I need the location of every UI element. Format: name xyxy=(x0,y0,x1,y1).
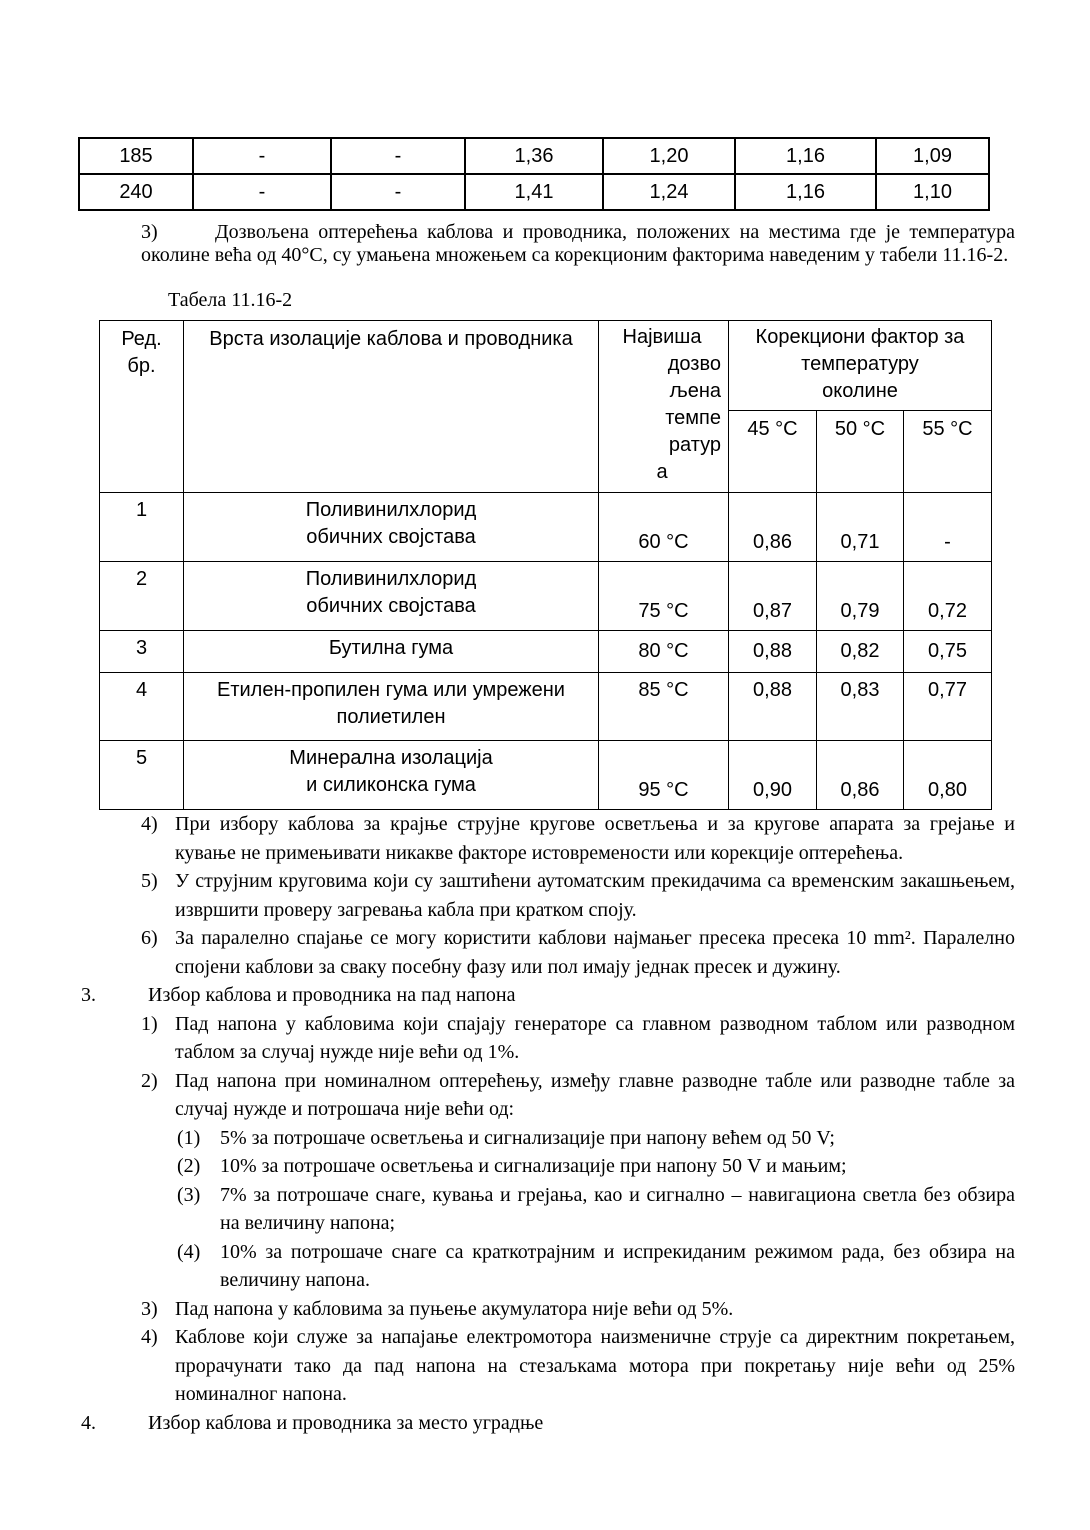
cell: 1,16 xyxy=(735,138,876,174)
item-text: Пад напона у кабловима који спајају генераторе са главном разводном таблом или разводном таблом за случај нужде није већи од 1%. xyxy=(175,1012,1015,1063)
list-number: (3) xyxy=(177,1183,201,1206)
list-number: 6) xyxy=(141,927,158,949)
cell-line: Поливинилхлорид xyxy=(305,499,477,521)
sub-item-2 xyxy=(177,1152,1015,1181)
cell-factor-50: 0,82 xyxy=(817,631,904,673)
item-text: У струјним круговима који су заштићени аутоматским прекидачима са временским закашњењем, извршити проверу загревања кабла при кратком споју. xyxy=(175,870,1015,921)
cell-cross-section: 240 xyxy=(79,174,193,210)
list-number: 5) xyxy=(141,870,158,892)
table-row xyxy=(100,631,992,673)
item-text: За паралелно спајање се могу користити каблови најмањег пресека пресека 10 mm². Паралелно спојени каблови за сваку посебну фазу или пол имају једнак пресек и дужину. xyxy=(175,927,1015,978)
cell-ordinal: 3 xyxy=(100,631,184,673)
header-line: бр. xyxy=(127,355,156,377)
cell-line: Поливинилхлорид xyxy=(305,568,477,590)
header-insulation-kind: Врста изолације каблова и проводника xyxy=(184,321,599,493)
cell-factor-50: 0,86 xyxy=(817,741,904,810)
cell-factor-55: 0,80 xyxy=(904,741,992,810)
list-item-3 xyxy=(141,1295,1015,1324)
cell-factor-45: 0,88 xyxy=(729,631,817,673)
table-header-row xyxy=(100,321,992,411)
section-title: Избор каблова и проводника на пад напона xyxy=(148,984,516,1006)
header-ordinal xyxy=(100,321,184,493)
cell-insulation xyxy=(184,673,599,741)
paragraph-3 xyxy=(141,221,1015,267)
cell: 1,20 xyxy=(603,138,735,174)
cell-line: Етилен-пропилен гума или умрежени xyxy=(217,679,565,701)
section-number: 4. xyxy=(81,1411,96,1434)
header-line: Највиша xyxy=(622,326,702,348)
section-title: Избор каблова и проводника за место уградње xyxy=(148,1411,544,1434)
header-line: температуру xyxy=(801,353,919,375)
cell-cross-section: 185 xyxy=(79,138,193,174)
cell-insulation xyxy=(184,493,599,562)
table-row xyxy=(100,741,992,810)
list-item-2 xyxy=(141,1067,1015,1124)
cell-temperature: 85 °C xyxy=(599,673,729,741)
cell-line: обичних својстава xyxy=(306,526,476,548)
header-line: љена xyxy=(669,380,721,402)
table-row xyxy=(79,138,989,174)
cell-line: и силиконска гума xyxy=(306,774,476,796)
cell-ordinal: 4 xyxy=(100,673,184,741)
item-text: 10% за потрошаче осветљења и сигнализације при напону 50 V и мањим; xyxy=(220,1155,847,1177)
list-number: (2) xyxy=(177,1155,201,1177)
list-item-1 xyxy=(141,1010,1015,1067)
list-number: 1) xyxy=(141,1012,158,1035)
cell: 1,24 xyxy=(603,174,735,210)
cell-factor-45: 0,88 xyxy=(729,673,817,741)
cell-factor-45: 0,90 xyxy=(729,741,817,810)
list-number: (1) xyxy=(177,1126,201,1149)
cell-insulation xyxy=(184,631,599,673)
sub-item-1 xyxy=(177,1124,1015,1153)
cell: 1,09 xyxy=(876,138,989,174)
table-row xyxy=(79,174,989,210)
header-50c: 50 °C xyxy=(817,411,904,493)
cell-insulation xyxy=(184,562,599,631)
header-correction-factor xyxy=(729,321,992,411)
list-number: 4) xyxy=(141,813,158,835)
cell-line: полиетилен xyxy=(336,706,446,728)
header-45c: 45 °C xyxy=(729,411,817,493)
table-row xyxy=(100,562,992,631)
paragraph-text: Дозвољена оптерећења каблова и проводника, положених на местима где је температура околине већа од 40°C, су умањена множењем са корекционим факторима наведеним у табели 11.16-2. xyxy=(141,221,1015,266)
item-text: 10% за потрошаче снаге са краткотрајним и испрекиданим режимом рада, без обзира на величину напона. xyxy=(220,1240,1015,1291)
cell: - xyxy=(331,138,465,174)
header-line: дозво xyxy=(667,353,721,375)
cell-ordinal: 2 xyxy=(100,562,184,631)
list-number: 3) xyxy=(141,1297,158,1320)
cell-factor-45: 0,86 xyxy=(729,493,817,562)
list-number: 3) xyxy=(141,221,158,243)
cell: - xyxy=(331,174,465,210)
list-item-4b xyxy=(141,1323,1015,1409)
table-caption: Табела 11.16-2 xyxy=(168,289,293,311)
item-text: 5% за потрошаче осветљења и сигнализације при напону већем од 50 V; xyxy=(220,1126,835,1149)
cell-factor-50: 0,79 xyxy=(817,562,904,631)
cell-factor-55: 0,77 xyxy=(904,673,992,741)
header-line: ратур xyxy=(668,434,721,456)
cell-factor-55: 0,75 xyxy=(904,631,992,673)
cell-ordinal: 5 xyxy=(100,741,184,810)
section-3-heading xyxy=(81,981,1015,1010)
list-number: 4) xyxy=(141,1326,158,1348)
header-line: околине xyxy=(822,380,898,402)
list-item-4 xyxy=(141,810,1015,867)
item-text: Пад напона при номиналном оптерећењу, између главне разводне табле или разводне табле за случај нужде и потрошача није већи од: xyxy=(175,1069,1015,1120)
section-4-heading xyxy=(81,1409,1015,1438)
header-line: Ред. xyxy=(121,328,162,350)
item-text: 7% за потрошаче снаге, кувања и грејања, као и сигнално – навигациона светла без обзира на величину напона; xyxy=(220,1183,1015,1234)
cell: 1,16 xyxy=(735,174,876,210)
header-line: Корекциони фактор за xyxy=(755,326,965,348)
cell-temperature: 75 °C xyxy=(599,562,729,631)
item-text: При избору каблова за крајње струјне кругове осветљења и за кругове апарата за грејање и кување не примењивати никакве факторе истовремености или корекције оптерећења. xyxy=(175,813,1015,864)
cell-line: Минерална изолација xyxy=(289,747,493,769)
sub-item-4 xyxy=(177,1238,1015,1295)
cell-factor-55: 0,72 xyxy=(904,562,992,631)
cell-temperature: 80 °C xyxy=(599,631,729,673)
list-number: (4) xyxy=(177,1240,201,1263)
cell-insulation xyxy=(184,741,599,810)
table-row xyxy=(100,673,992,741)
cell: - xyxy=(193,138,331,174)
cell-temperature: 95 °C xyxy=(599,741,729,810)
cell: - xyxy=(193,174,331,210)
cell: 1,36 xyxy=(465,138,603,174)
cell: 1,41 xyxy=(465,174,603,210)
cell-line: Бутилна гума xyxy=(328,637,454,659)
table-row xyxy=(100,493,992,562)
header-line: темпе xyxy=(665,407,721,429)
cell-ordinal: 1 xyxy=(100,493,184,562)
header-line: а xyxy=(656,461,668,483)
cell-line: обичних својстава xyxy=(306,595,476,617)
correction-factor-table xyxy=(99,320,992,810)
cell-temperature: 60 °C xyxy=(599,493,729,562)
cell: 1,10 xyxy=(876,174,989,210)
list-item-6 xyxy=(141,924,1015,981)
continuation-table xyxy=(78,137,990,211)
cell-factor-45: 0,87 xyxy=(729,562,817,631)
list-number: 2) xyxy=(141,1069,158,1092)
section-number: 3. xyxy=(81,984,96,1006)
sub-item-3 xyxy=(177,1181,1015,1238)
list-item-5 xyxy=(141,867,1015,924)
item-text: Пад напона у кабловима за пуњење акумулатора није већи од 5%. xyxy=(175,1297,734,1320)
cell-factor-50: 0,83 xyxy=(817,673,904,741)
body-text xyxy=(0,810,1090,1437)
header-55c: 55 °C xyxy=(904,411,992,493)
cell-factor-55: - xyxy=(904,493,992,562)
cell-factor-50: 0,71 xyxy=(817,493,904,562)
item-text: Каблове који служе за напајање електромотора наизменичне струје са директним покретањем, прорачунати тако да пад напона на стезаљкама мотора при покретању није већи од 25% номиналног напона. xyxy=(175,1326,1015,1405)
header-max-temperature xyxy=(599,321,729,493)
